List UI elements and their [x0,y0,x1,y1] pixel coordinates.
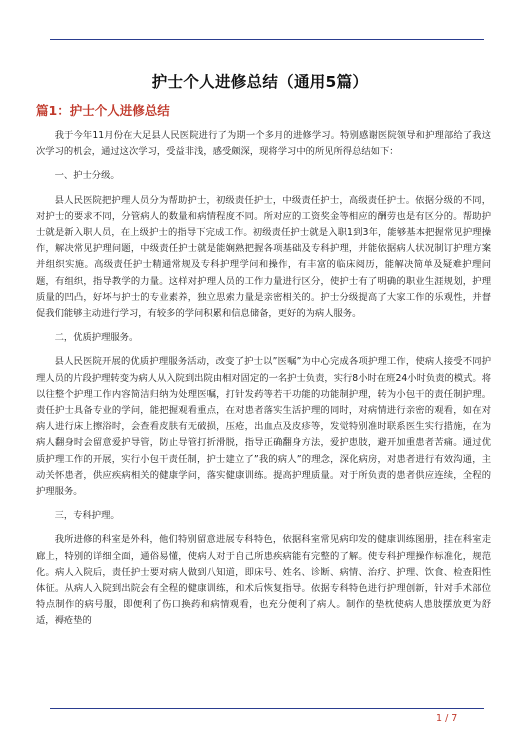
paragraph-intro: 我于今年11月份在大足县人民医院进行了为期一个多月的进修学习。特别感谢医院领导和护理部给了我这次学习的机会，通过这次学习，受益非浅，感受颇深，现将学习中的所见所得总结如下： [36,130,491,158]
subheading-quality-service: 二，优质护理服务。 [54,332,139,344]
footer-rule [50,708,484,709]
header-rule [50,39,484,40]
section-heading: 篇1：护士个人进修总结 [36,103,170,118]
page-number: 1 / 7 [436,713,458,724]
paragraph-nurse-levels: 县人民医院把护理人员分为帮助护士，初级责任护士，中级责任护士，高级责任护士。依据分级的不同，对护士的要求不同，分管病人的数量和病情程度不同。所对应的工资奖金等相应的酬劳也是有区分的。帮助护士就是新入职人员，在上级护士的指导下完成工作。初级责任护士就是入职1到3年，能够基本把握常见护理操作，解决常见护理问题，中级责任护士就是能娴熟把握各项基础及专科护理，并能依据病人状况制订护理方案并组织实施。高级责任护士精通常规及专科护理学问和操作，有丰富的临床阅历，能解决简单及疑难护理问题，有组织，指导教学的力量。这样对护理人员的工作力量进行区分，使护士有了明确的职业生涯规划，护理质量的凹凸，好坏与护士的专业素养，独立思索力量是亲密相关的。护士分级提高了大家工作的乐观性，并督促我们能够主动进行学习，有较多的学问积累和信息储备，更好的为病人服务。 [36,194,491,320]
paragraph-quality-service: 县人民医院开展的优质护理服务活动，改变了护士以”医嘱”为中心完成各项护理工作，使病人接受不同护理人员的片段护理转变为病人从入院到出院由相对固定的一名护士负责，实行8小时在班24小时负责的模式。将以往整个护理工作内容简洁归纳为处理医嘱，打针发药等若干功能的功能制护理，转为小包干的责任制护理。责任护士具备专业的学问，能把握观看重点，在对患者落实生活护理的同时，对病情进行亲密的观看，如在对病人进行床上擦浴时，会查看皮肤有无破损，压疮，出血点及皮疹等，发觉特别准时联系医生实行措施，在为病人翻身时会留意爱护导管，防止导管打折滑脱，指导正确翻身方法，爱护患肢，避开加重患者苦痛。通过优质护理工作的开展，实行小包干责任制，护士建立了”我的病人”的理念，深化病房，对患者进行有效沟通，主动关怀患者，供应疾病相关的健康学问，落实健康训练。提高护理质量。对于所负责的患者供应连续，全程的护理服务。 [36,356,491,498]
document-body [36,128,491,630]
subheading-specialty-care: 三，专科护理。 [54,510,120,522]
document-title: 护士个人进修总结（通用5篇） [151,73,369,91]
subheading-nurse-levels: 一、护士分级。 [54,170,120,182]
paragraph-specialty-care: 我所进修的科室是外科，他们特别留意进展专科特色，依据科室常见病印发的健康训练图册，挂在科室走廊上，特别的详细全面，通俗易懂，使病人对于自己所患疾病能有完整的了解。使专科护理操作标准化，规范化。病人入院后，责任护士要对病人做到八知道，即床号、姓名、诊断、病情、治疗、护理、饮食、检查阳性体征。从病人入院到出院会有全程的健康训练，和术后恢复指导。依据专科特色进行护理创新，针对手术部位特点制作的病号服，即便利了伤口换药和病情观看，也充分便利了病人。制作的垫枕使病人患肢摆放更为舒适，褥疮垫的 [36,534,491,627]
